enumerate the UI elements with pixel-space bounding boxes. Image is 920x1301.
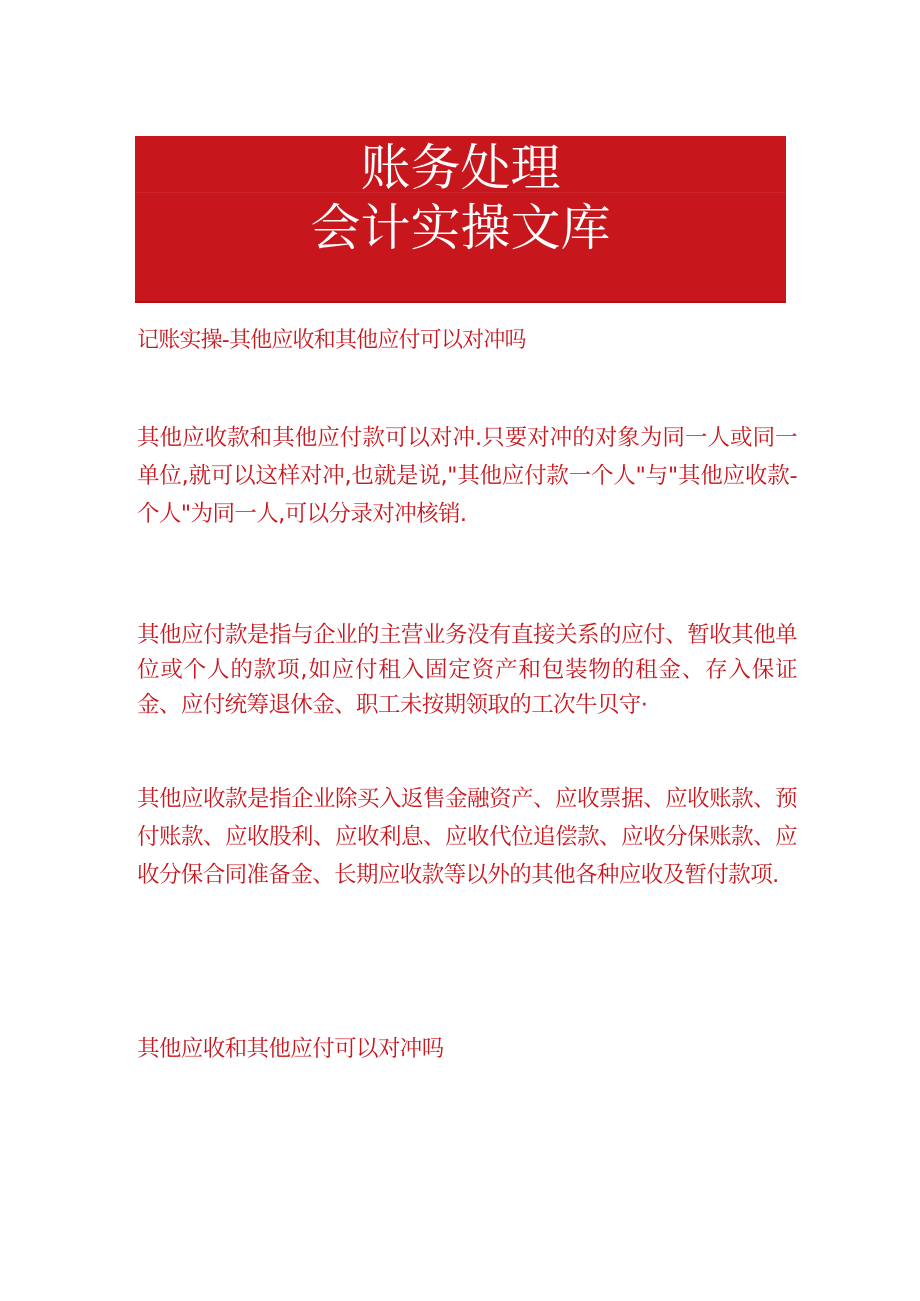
banner-title-line2: 会计实操文库 <box>310 199 611 257</box>
document-subtitle: 记账实操-其他应收和其他应付可以对冲吗 <box>137 328 526 353</box>
banner-title-line1: 账务处理 <box>360 139 561 197</box>
section-heading: 其他应收和其他应付可以对冲吗 <box>137 1036 444 1062</box>
paragraph-other-payables-definition: 其他应付款是指与企业的主营业务没有直接关系的应付、暂收其他单位或个人的款项,如应付租入固定资产和包装物的租金、存入保证金、应付统筹退休金、职工未按期领取的工次牛贝守· <box>137 622 797 718</box>
paragraph-offset-rule: 其他应收款和其他应付款可以对冲.只要对冲的对象为同一人或同一单位,就可以这样对冲,也就是说,"其他应付款一个人"与"其他应收款-个人"为同一人,可以分录对冲核销. <box>137 425 797 527</box>
paragraph-other-receivables-definition: 其他应收款是指企业除买入返售金融资产、应收票据、应收账款、预付账款、应收股利、应收利息、应收代位追偿款、应收分保账款、应收分保合同准备金、长期应收款等以外的其他各种应收及暂付款项. <box>137 786 797 888</box>
header-banner <box>135 136 786 303</box>
